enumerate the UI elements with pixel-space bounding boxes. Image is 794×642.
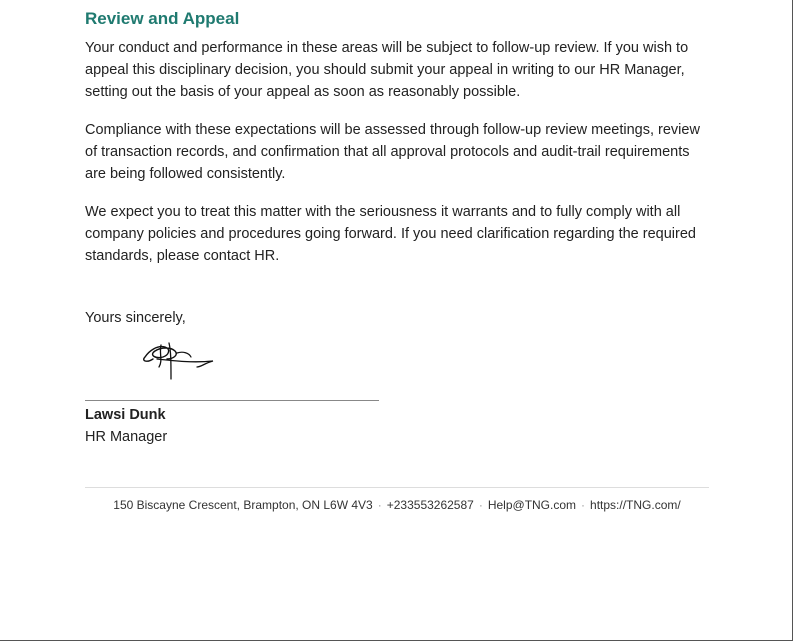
footer-website-link[interactable]: https://TNG.com/ xyxy=(590,498,681,512)
signature-block xyxy=(85,329,379,401)
paragraph-compliance: Compliance with these expectations will be assessed through follow-up review meetings, review of transaction records, and confirmation that all approval protocols and audit-trail requirements are being followed consistently. xyxy=(85,122,700,182)
footer-separator: · xyxy=(581,498,586,512)
section-heading: Review and Appeal xyxy=(85,9,240,28)
signer-title: HR Manager xyxy=(85,429,168,445)
footer-separator: · xyxy=(377,498,382,512)
footer-address: 150 Biscayne Crescent, Brampton, ON L6W 4V3 xyxy=(113,498,373,512)
footer-separator: · xyxy=(478,498,483,512)
signature-line xyxy=(85,400,379,401)
signature-image xyxy=(135,333,225,385)
footer-phone: +233553262587 xyxy=(386,498,474,512)
footer-email-link[interactable]: Help@TNG.com xyxy=(487,498,577,512)
footer-divider xyxy=(85,487,709,488)
paragraph-review: Your conduct and performance in these areas will be subject to follow-up review. If you wish to appeal this disciplinary decision, you should submit your appeal in writing to our HR Manager, setting out the basis of your appeal as soon as reasonably possible. xyxy=(85,40,689,100)
letter-body xyxy=(85,8,709,448)
paragraph-expectation: We expect you to treat this matter with the seriousness it warrants and to fully comply with all company policies and procedures going forward. If you need clarification regarding the required standards, please contact HR. xyxy=(85,204,696,264)
signer-name: Lawsi Dunk xyxy=(85,407,166,423)
footer xyxy=(85,497,709,513)
closing-salutation: Yours sincerely, xyxy=(85,310,186,326)
